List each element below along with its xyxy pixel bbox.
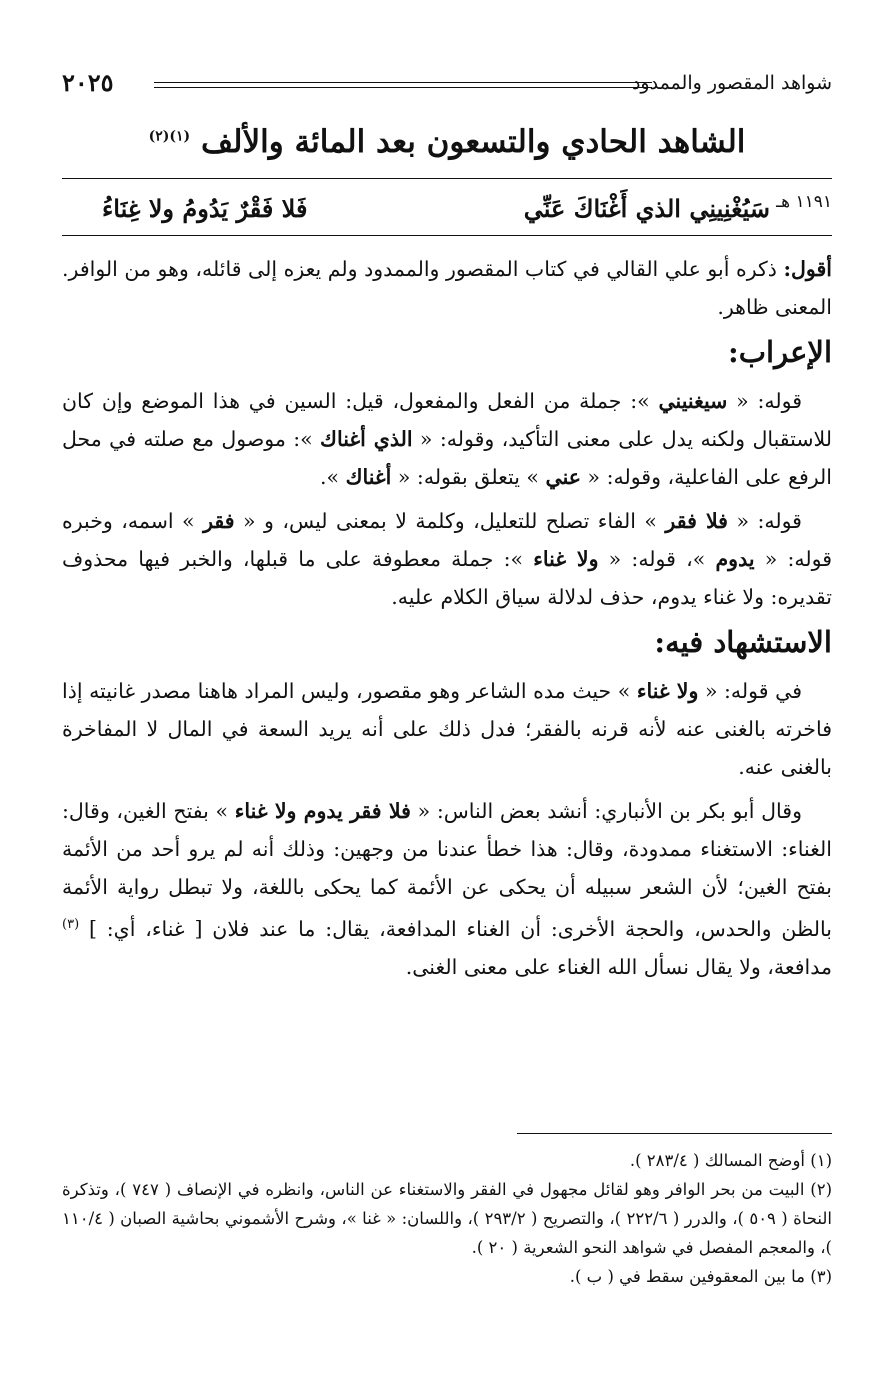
running-header	[62, 66, 832, 100]
text-run: »: موصول مع صلته في محل الرفع على الفاعلية، وقوله: «	[62, 427, 832, 489]
text-run: قوله: «	[727, 509, 802, 533]
quoted-term: فقر	[203, 509, 235, 533]
verse-hemistich-first: سَيُغْنِينِي الذي أَغْنَاكَ عَنِّي	[523, 194, 770, 223]
text-run: » بفتح الغين، وقال: الغناء: الاستغناء ممدودة، وقال: هذا خطأ عندنا من وجهين: وذلك أنه لم يرو أحد من الأئمة بفتح الغين؛ لأن الشعر سبيله أن يحكى عن الأئمة كما يحكى باللغة، ولا تبطل رواية الأئمة بالظن والحدس، والحجة الأخرى: أن الغناء المدافعة، يقال: ما عند فلان [ غناء، أي: ]	[62, 799, 832, 941]
intro-text: ذكره أبو علي القالي في كتاب المقصور والممدود ولم يعزه إلى قائله، وهو من الوافر. المعنى ظاهر.	[62, 257, 832, 319]
verse-rule	[62, 235, 832, 236]
quoted-term: يدوم	[715, 547, 755, 571]
verse-hemistich-second: فَلا فَقْرٌ يَدُومُ ولا غِنَاءُ	[102, 194, 308, 223]
header-double-rule	[154, 82, 652, 88]
chapter-title-text: الشاهد الحادي والتسعون بعد المائة والألف	[200, 124, 746, 160]
section-heading-shahid: الاستشهاد فيه:	[654, 625, 832, 659]
text-run: وقال أبو بكر بن الأنباري: أنشد بعض الناس: «	[410, 799, 802, 823]
text-run: » يتعلق بقوله: «	[391, 465, 546, 489]
footnote-marker: (٣)	[62, 917, 80, 932]
quoted-term: عني	[545, 465, 581, 489]
text-run: »: جملة من الفعل والمفعول، قيل: السين في هذا الموضع وإن كان للاستقبال ولكنه يدل على معنى التأكيد، وقوله: «	[62, 389, 832, 451]
intro-lead: أقول:	[783, 257, 832, 281]
chapter-title	[62, 124, 832, 160]
quoted-term: فلا فقر يدوم ولا غناء	[234, 799, 411, 823]
book-page	[62, 58, 832, 1358]
text-run: » اسمه، وخبره قوله: «	[62, 509, 832, 571]
irab-paragraph-1	[62, 382, 832, 496]
text-run: » حيث مده الشاعر وهو مقصور، وليس المراد هاهنا مصدر غانيته إذا فاخرته بالغنى عنه لأنه قرنه بالفقر؛ فدل ذلك على أنه يريد السعة في المال لا المفاخرة بالغنى عنه.	[62, 679, 832, 779]
verse-line	[62, 190, 832, 234]
body-text	[62, 250, 832, 992]
shahid-paragraph-2	[62, 792, 832, 986]
footnotes	[62, 1146, 832, 1291]
text-run: ».	[320, 465, 346, 489]
verse-number: ١١٩١ هـ	[776, 192, 832, 212]
text-run: »: جملة معطوفة على ما قبلها، والخبر فيها محذوف تقديره: ولا غناء يدوم، حذف لدلالة سياق الكلام عليه.	[62, 547, 832, 609]
running-title: شواهد المقصور والممدود	[631, 72, 832, 94]
page-number: ٢٠٢٥	[62, 68, 114, 97]
quoted-term: فلا فقر	[665, 509, 728, 533]
irab-paragraph-2	[62, 502, 832, 616]
quoted-term: ولا غناء	[533, 547, 599, 571]
footnote-3: (٣) ما بين المعقوفين سقط في ( ب ).	[569, 1267, 832, 1286]
footnote-rule	[517, 1133, 832, 1134]
quoted-term: سيغنيني	[658, 389, 728, 413]
footnote-1: (١) أوضح المسالك ( ٢٨٣/٤ ).	[629, 1151, 832, 1170]
quoted-term: الذي أغناك	[320, 427, 413, 451]
text-run: » الفاء تصلح للتعليل، وكلمة لا بمعنى ليس، و «	[234, 509, 666, 533]
footnote-2: (٢) البيت من بحر الوافر وهو لقائل مجهول في الفقر والاستغناء عن الناس، وانظره في الإنصاف ( ٧٤٧ )، وتذكرة النحاة ( ٥٠٩ )، والدرر ( ٢٢٢/٦ )، والتصريح ( ٢٩٣/٢ )، واللسان: « غنا »، وشرح الأشموني بحاشية الصبان ( ١١٠/٤ )، والمعجم المفصل في شواهد النحو الشعرية ( ٢٠ ).	[62, 1180, 833, 1257]
text-run: مدافعة، ولا يقال نسأل الله الغناء على معنى الغنى.	[405, 954, 832, 979]
quoted-term: أغناك	[345, 465, 392, 489]
intro-paragraph	[62, 250, 832, 326]
section-heading-irab: الإعراب:	[728, 335, 832, 369]
text-run: في قوله: «	[698, 679, 802, 703]
footnote-marker: (١)(٢)	[148, 128, 191, 145]
shahid-paragraph-1	[62, 672, 832, 786]
text-run: »، قوله: «	[598, 547, 716, 571]
title-rule	[62, 178, 832, 179]
text-run: قوله: «	[727, 389, 802, 413]
quoted-term: ولا غناء	[636, 679, 699, 703]
